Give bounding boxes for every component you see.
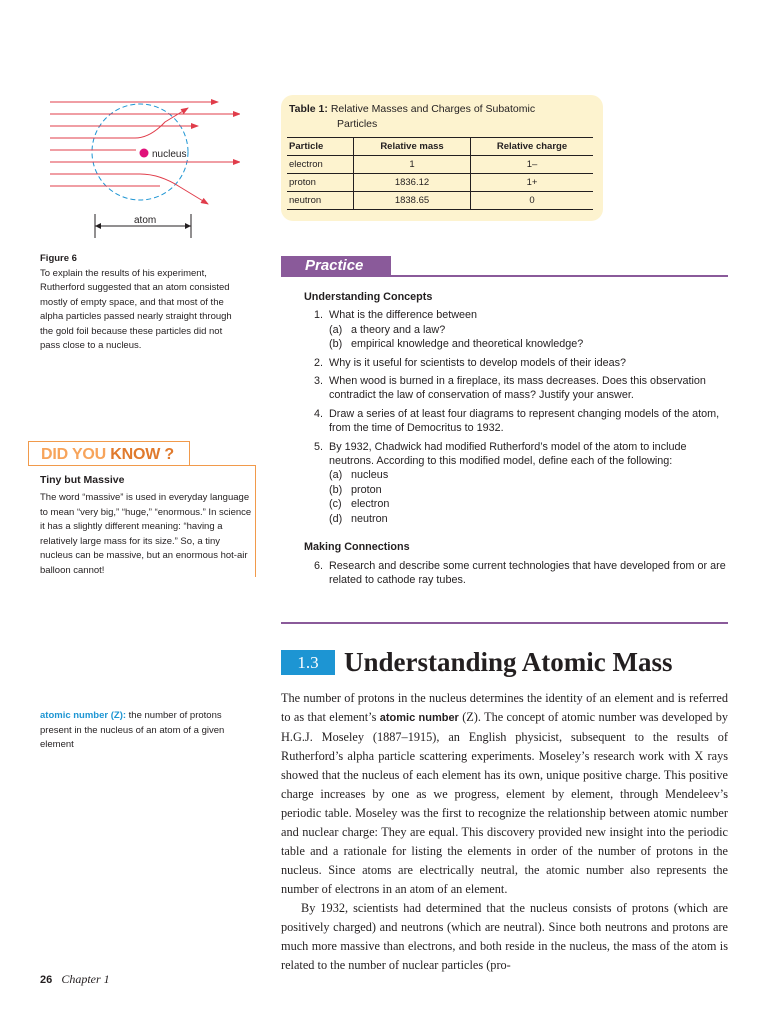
question-1: 1. What is the difference between (a) a theory and a law? (b) empirical knowledge and theoretical knowledge? [304, 308, 728, 351]
table-cell: neutron [287, 192, 354, 210]
concept-question-list [304, 308, 728, 526]
table-cell: proton [287, 174, 354, 192]
glossary-term: atomic number (Z): [40, 710, 127, 721]
table-cell: 0 [471, 192, 594, 210]
table-cell: 1838.65 [354, 192, 471, 210]
table-cell: 1836.12 [354, 174, 471, 192]
table-header-particle: Particle [287, 138, 354, 156]
did-you-know-side-rule [255, 465, 256, 577]
body-paragraph-1: The number of protons in the nucleus determines the identity of an element and is referred to as that element’s atomic number (Z). The concept of atomic number was developed by H.G.J. Moseley (1887–1915), an English physicist, subsequent to the results of Rutherford’s alpha particle scattering experiments. Moseley’s research work with X rays showed that the nucleus of each element has its own, unique positive charge. This positive charge increases by one as we progress, element by element, through Mendeleev’s periodic table. Moseley was the first to recognize the relationship between atomic number and nuclear charge: They are equal. This discovery provided new insight into the periodic table and a rationale for listing the elements in order of the number of protons in the nucleus. Since atoms are electrically neutral, the atomic number also represents the number of electrons in an atom of an element. [281, 691, 728, 896]
table-title-line1: Relative Masses and Charges of Subatomic [330, 103, 536, 115]
did-you-know-header: DID YOU KNOW ? [28, 441, 190, 466]
chapter-label: Chapter 1 [61, 972, 110, 986]
connection-question-list [304, 559, 728, 588]
nucleus-label: nucleus [152, 149, 187, 160]
question-2: 2. Why is it useful for scientists to develop models of their ideas? [314, 356, 627, 369]
section-title: Understanding Atomic Mass [344, 647, 673, 677]
atomic-number-definition [40, 709, 252, 753]
question-4: 4. Draw a series of at least four diagrams to represent changing models of the atom, from the time of Democritus to 1932. [314, 407, 720, 435]
page-footer [40, 972, 110, 987]
understanding-concepts-heading: Understanding Concepts [304, 291, 433, 303]
table-title-line2: Particles [337, 118, 378, 130]
table-title [289, 102, 599, 132]
making-connections-heading: Making Connections [304, 541, 410, 554]
practice-bottom-rule [281, 622, 728, 624]
page-number: 26 [40, 974, 53, 986]
table-row [287, 174, 593, 192]
question-6: 6. Research and describe some current technologies that have developed from or are related to cathode ray tubes. [314, 559, 726, 586]
table-header-row [287, 138, 593, 156]
figure-caption [40, 252, 240, 354]
atomic-number-term: atomic number [379, 712, 459, 724]
practice-header: Practice [281, 256, 391, 276]
section-body [281, 689, 728, 975]
table-row [287, 156, 593, 174]
table-cell: 1 [354, 156, 471, 174]
alpha-path-deflected-down [50, 174, 208, 204]
alpha-path-3 [50, 108, 188, 138]
table-row [287, 192, 593, 210]
did-you-know-rule [28, 465, 256, 466]
subatomic-particles-table [287, 137, 593, 210]
question-1b: (b) empirical knowledge and theoretical knowledge? [329, 338, 584, 351]
section-number: 1.3 [281, 650, 335, 675]
atom-label: atom [134, 215, 157, 226]
nucleus-dot [140, 149, 149, 158]
rutherford-scattering-figure [40, 92, 240, 242]
figure-caption-text: To explain the results of his experiment, Rutherford suggested that an atom consisted mostly of empty space, and that most of the alpha particles passed nearly straight through the gold foil because these particles did not pass close to a nucleus. [40, 267, 232, 351]
question-5b: (b) proton [329, 483, 382, 496]
question-5a: (a) nucleus [329, 469, 389, 482]
question-1a: (a) a theory and a law? [329, 323, 446, 336]
practice-top-rule [281, 275, 728, 277]
table-cell: electron [287, 156, 354, 174]
question-3: 3. When wood is burned in a fireplace, its mass decreases. Does this observation contradict the law of conservation of mass? Justify your answer. [314, 375, 706, 402]
practice-questions [304, 290, 728, 591]
question-5d: (d) neutron [329, 512, 388, 525]
table-header-charge: Relative charge [471, 138, 594, 156]
question-5c: (c) electron [329, 498, 390, 511]
table-cell: 1– [471, 156, 594, 174]
table-cell: 1+ [471, 174, 594, 192]
did-you-know-heading: Tiny but Massive [40, 474, 125, 486]
question-5: 5. By 1932, Chadwick had modified Rutherford’s model of the atom to include neutrons. According to this modified model, define each of the following: (a) nucleus (b) proton (c) electron (d) neutron [304, 440, 728, 526]
glossary-definition: the number of protons present in the nucleus of an atom of a given element [40, 710, 225, 751]
table-header-mass: Relative mass [354, 138, 471, 156]
did-you-know-text: The word “massive” is used in everyday language to mean “very big,” “huge,” “enormous.” In science it has a slightly different meaning: “having a relatively large mass for its size.” So, a tiny nucleus can be massive, but an enormous hot-air balloon cannot! [40, 492, 252, 576]
table-label: Table 1: [289, 103, 328, 115]
figure-label: Figure 6 [40, 253, 77, 264]
body-paragraph-2: By 1932, scientists had determined that the nucleus consists of protons (which are positively charged) and neutrons (which are neutral). Since both neutrons and protons are much more massive than electrons, and both reside in the nucleus, the mass of the atom is related to the number of nuclear particles (pro- [281, 901, 728, 972]
